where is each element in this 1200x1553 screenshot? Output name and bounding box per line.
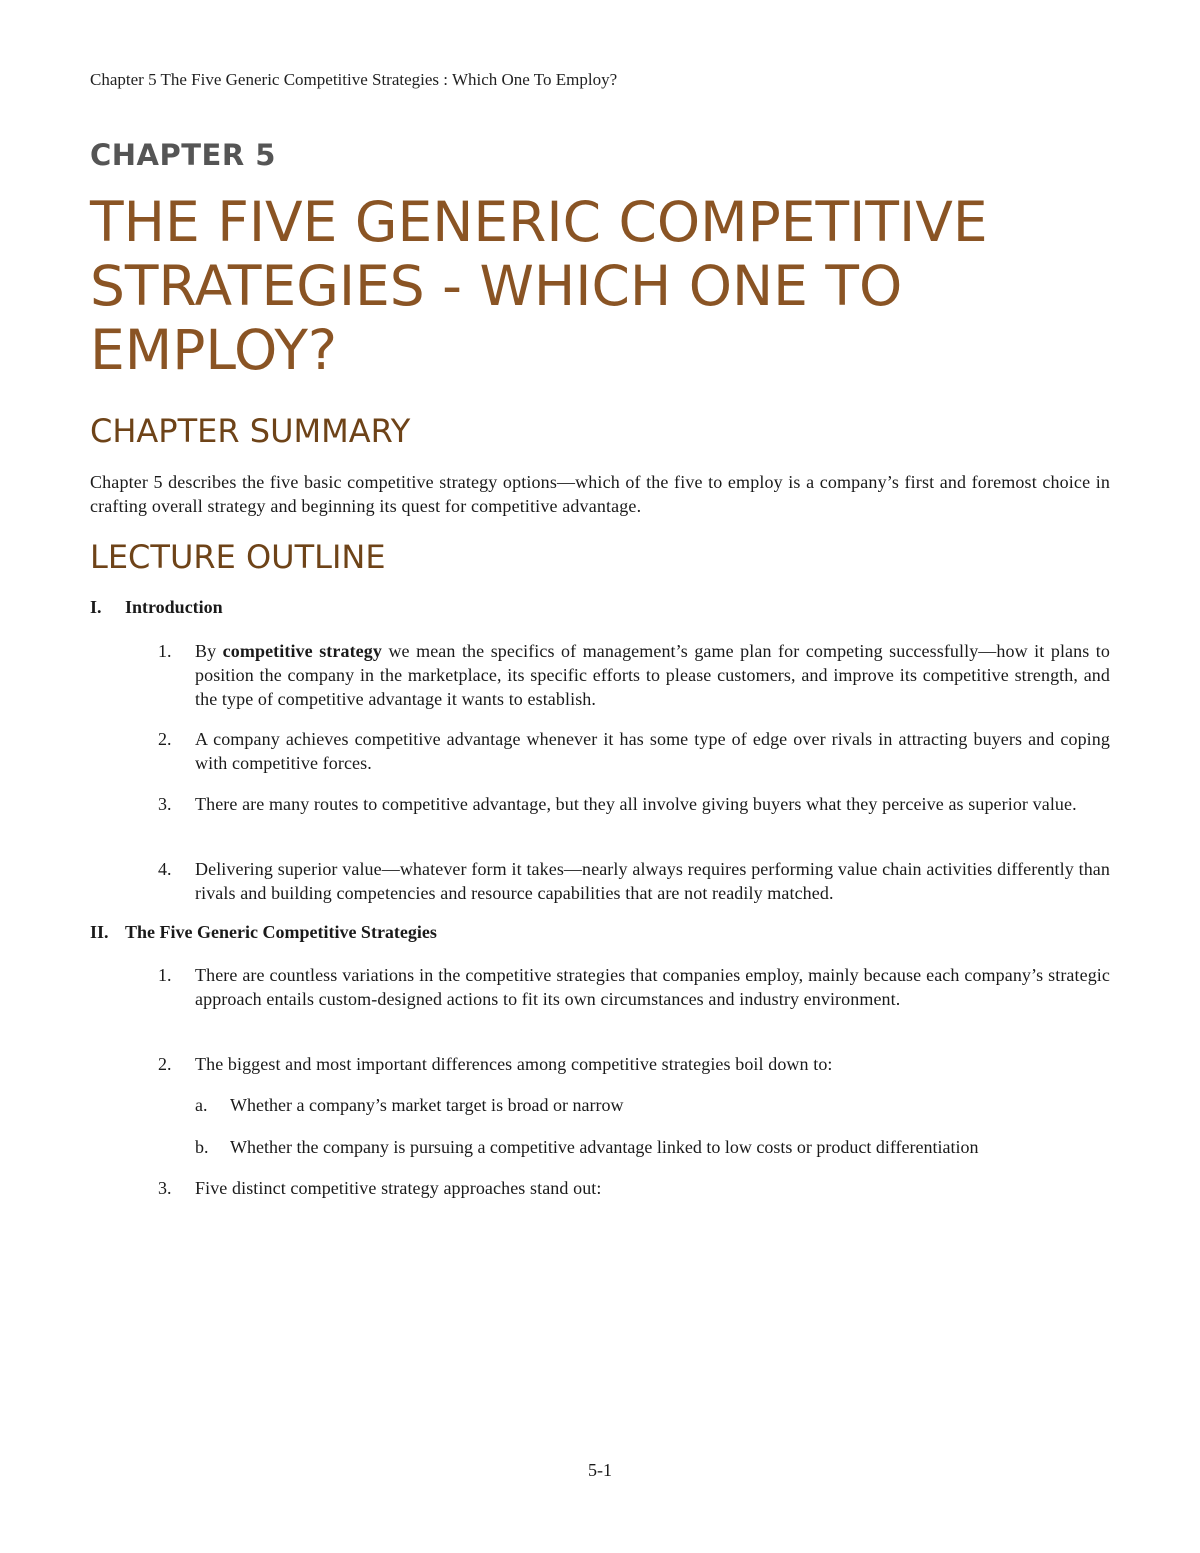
item-number: 3. bbox=[158, 794, 172, 814]
outline-section-heading bbox=[90, 922, 437, 943]
item-number: 3. bbox=[158, 1178, 172, 1198]
item-text bbox=[195, 639, 1110, 711]
sub-list-item bbox=[195, 1135, 1110, 1159]
item-text-body: we mean the specifics of management’s game plan for competing successfully—how it plans to position the company in the marketplace, its specific efforts to please customers, and improve its competitive strength, and the type of competitive advantage it wants to establish. bbox=[195, 641, 1111, 709]
sub-item-text: Whether the company is pursuing a competitive advantage linked to low costs or product differentiation bbox=[230, 1137, 979, 1157]
chapter-label: CHAPTER 5 bbox=[90, 138, 276, 172]
item-number: 4. bbox=[158, 859, 172, 879]
section-title: Introduction bbox=[125, 597, 223, 617]
item-text: There are many routes to competitive advantage, but they all involve giving buyers what they perceive as superior value. bbox=[195, 794, 1077, 814]
item-number: 2. bbox=[158, 729, 172, 749]
item-number: 2. bbox=[158, 1054, 172, 1074]
list-item bbox=[158, 727, 1110, 775]
item-text-prefix: By bbox=[195, 641, 223, 661]
list-item bbox=[158, 792, 1110, 816]
section-roman-numeral: I. bbox=[90, 597, 102, 617]
chapter-title: THE FIVE GENERIC COMPETITIVE STRATEGIES - WHICH ONE TO EMPLOY? bbox=[90, 190, 988, 382]
sub-item-letter: a. bbox=[195, 1095, 208, 1115]
page-number: 5-1 bbox=[588, 1460, 612, 1480]
item-text: There are countless variations in the competitive strategies that companies employ, mainly because each company’s strategic approach entails custom-designed actions to fit its own circumstances and industry environment. bbox=[195, 965, 1110, 1009]
item-key-term: competitive strategy bbox=[222, 641, 382, 661]
chapter-summary-text: Chapter 5 describes the five basic competitive strategy options—which of the five to employ is a company’s first and foremost choice in crafting overall strategy and beginning its quest for competitive advantage. bbox=[90, 472, 1110, 516]
list-item bbox=[158, 857, 1110, 905]
item-text: A company achieves competitive advantage whenever it has some type of edge over rivals in attracting buyers and coping with competitive forces. bbox=[195, 729, 1110, 773]
outline-section-heading bbox=[90, 597, 223, 618]
list-item bbox=[158, 963, 1110, 1011]
item-number: 1. bbox=[158, 965, 172, 985]
sub-list-item bbox=[195, 1093, 1110, 1117]
sub-item-text: Whether a company’s market target is broad or narrow bbox=[230, 1095, 624, 1115]
running-header: Chapter 5 The Five Generic Competitive Strategies : Which One To Employ? bbox=[90, 70, 618, 89]
chapter-summary-heading: CHAPTER SUMMARY bbox=[90, 412, 411, 450]
item-text: The biggest and most important differences among competitive strategies boil down to: bbox=[195, 1054, 833, 1074]
item-text: Delivering superior value—whatever form it takes—nearly always requires performing value chain activities differently than rivals and building competencies and resource capabilities that are not readily matched. bbox=[195, 859, 1110, 903]
list-item bbox=[158, 639, 1110, 711]
item-text: Five distinct competitive strategy approaches stand out: bbox=[195, 1178, 602, 1198]
sub-item-letter: b. bbox=[195, 1137, 209, 1157]
item-number: 1. bbox=[158, 641, 172, 661]
list-item bbox=[158, 1052, 1110, 1076]
section-title: The Five Generic Competitive Strategies bbox=[125, 922, 437, 942]
lecture-outline-heading: LECTURE OUTLINE bbox=[90, 538, 386, 576]
section-roman-numeral: II. bbox=[90, 922, 109, 942]
list-item bbox=[158, 1176, 1110, 1200]
